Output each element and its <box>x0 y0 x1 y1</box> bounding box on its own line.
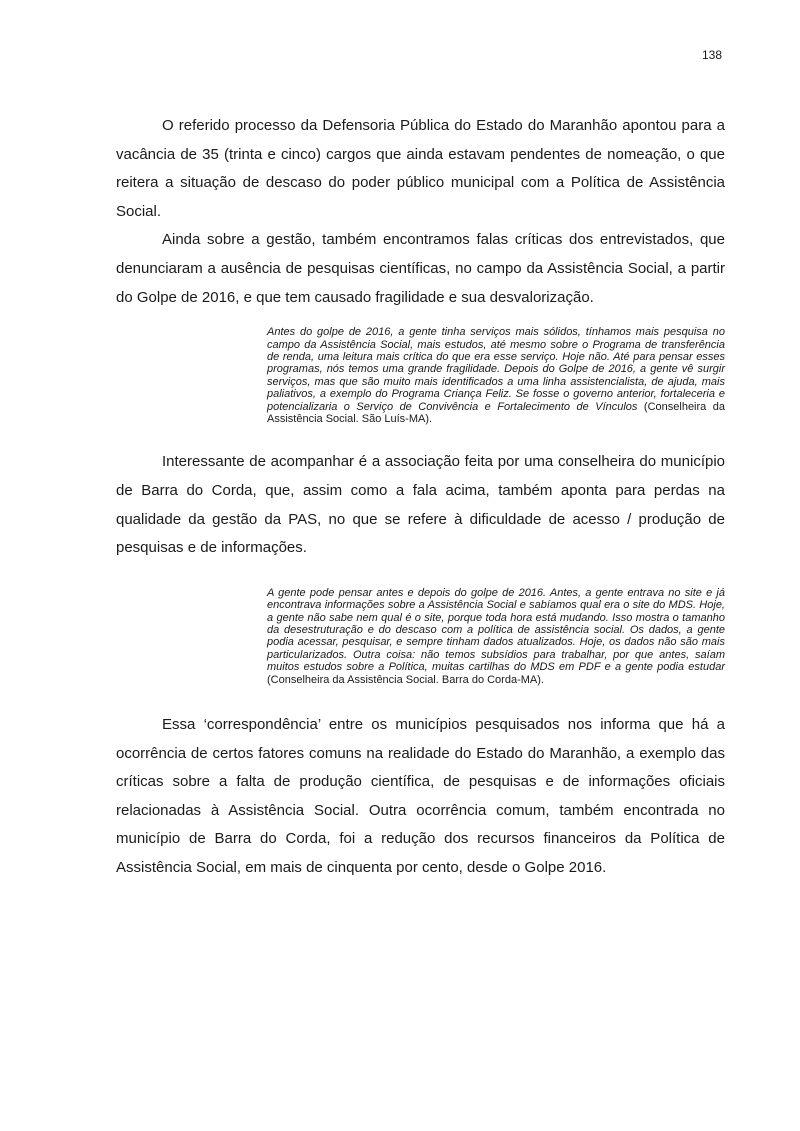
block-quote <box>267 587 725 686</box>
paragraph: Interessante de acompanhar é a associação feita por uma conselheira do município de Barra do Corda, que, assim como a fala acima, também aponta para perdas na qualidade da gestão da PAS, no que se refere à dificuldade de acesso / produção de pesquisas e de informações. <box>116 453 725 557</box>
document-body <box>116 112 725 883</box>
quote-source: (Conselheira da Assistência Social. Barra do Corda-MA). <box>267 673 544 686</box>
quote-text: A gente pode pensar antes e depois do golpe de 2016. Antes, a gente entrava no site e já encontrava informações sobre a Assistência Social e sabíamos qual era o site do MDS. Hoje, a gente não sabe nem qual é o site, porque toda hora está mudando. Isso mostra o tamanho da desestruturação e do descaso com a política de assistência social. Os dados, a gente podia acessar, pesquisar, e sempre tinham dados atualizados. Hoje, os dados não são mais particularizados. Outra coisa: não temos subsídios para trabalhar, por que antes, saíam muitos estudos sobre a Política, muitas cartilhas do MDS em PDF e a gente podia estudar <box>267 586 725 674</box>
paragraph: Ainda sobre a gestão, também encontramos falas críticas dos entrevistados, que denunciaram a ausência de pesquisas científicas, no campo da Assistência Social, a partir do Golpe de 2016, e que tem causado fragilidade e sua desvalorização. <box>116 231 725 306</box>
page-number: 138 <box>701 48 722 62</box>
paragraph: Essa ‘correspondência’ entre os municípios pesquisados nos informa que há a ocorrência de certos fatores comuns na realidade do Estado do Maranhão, a exemplo das críticas sobre a falta de produção científica, de pesquisas e de informações oficiais relacionadas à Assistência Social. Outra ocorrência comum, também encontrada no município de Barra do Corda, foi a redução dos recursos financeiros da Política de Assistência Social, em mais de cinquenta por cento, desde o Golpe 2016. <box>116 716 725 876</box>
paragraph: O referido processo da Defensoria Pública do Estado do Maranhão apontou para a vacância de 35 (trinta e cinco) cargos que ainda estavam pendentes de nomeação, o que reitera a situação de descaso do poder público municipal com a Política de Assistência Social. <box>116 117 725 220</box>
block-quote <box>267 326 725 425</box>
quote-text: Antes do golpe de 2016, a gente tinha serviços mais sólidos, tínhamos mais pesquisa no campo da Assistência Social, mais estudos, até mesmo sobre o Programa de transferência de renda, uma leitura mais crítica do que era esse serviço. Hoje não. Até para pensar esses programas, nós temos uma grande fragilidade. Depois do Golpe de 2016, a gente vê surgir serviços, mas que são muito mais identificados a uma linha assistencialista, de ajuda, mais paliativos, a exemplo do Programa Criança Feliz. Se fosse o governo anterior, fortaleceria e potencializaria o Serviço de Convivência e Fortalecimento de Vínculos <box>267 326 725 413</box>
quote-source: (Conselheira da Assistência Social. São Luís-MA). <box>267 400 726 425</box>
